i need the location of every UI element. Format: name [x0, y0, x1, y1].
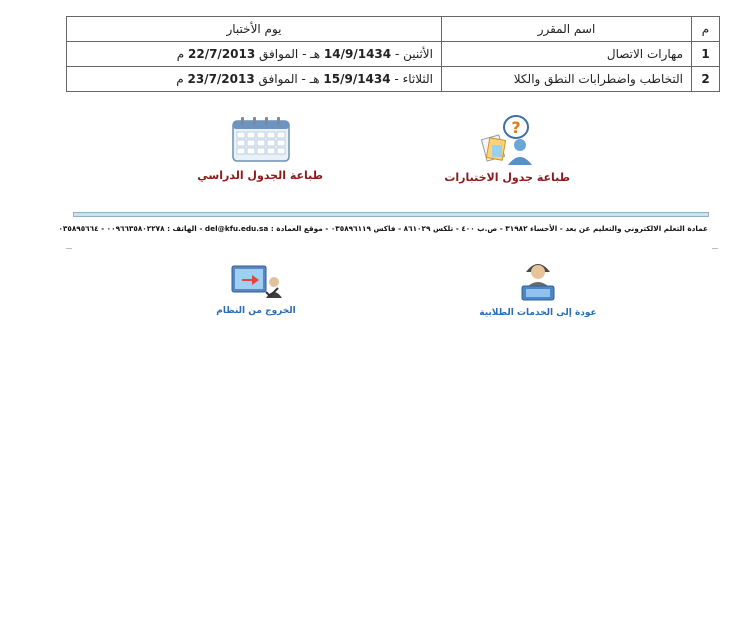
corner-mark	[712, 248, 718, 249]
row-date: الأثنين - 14/9/1434 هـ - الموافق 22/7/2013 م	[67, 42, 442, 67]
footer-divider	[73, 212, 709, 217]
back-to-services-button[interactable]	[478, 258, 598, 318]
row-hijri-date: 15/9/1434	[323, 72, 391, 86]
corner-mark	[66, 248, 72, 249]
row-day: الثلاثاء	[402, 72, 433, 86]
header-number: م	[692, 17, 720, 42]
row-hijri-date: 14/9/1434	[323, 47, 392, 61]
row-number: 1	[692, 42, 720, 67]
header-date: يوم الأختبار	[67, 17, 442, 42]
row-hijri-suffix: هـ	[310, 47, 321, 61]
header-course: اسم المقرر	[442, 17, 692, 42]
svg-text:?: ?	[510, 118, 521, 137]
footer-contact: عمادة التعلم الالكتروني والتعليم عن بعد - الأحساء ٣١٩٨٢ - ص.ب ٤٠٠ - تلكس ٨٦١٠٢٩ - فاكس ٠٣٥٨٩٦١١٩ - موقع العمادة : del@kfu.edu.sa - الهاتف : ٠٠٩٦٦٣٥٨٠٢٢٧٨ - ٠٣٥٨٩٥٦٦٤	[58, 224, 708, 233]
row-date: الثلاثاء - 15/9/1434 هـ - الموافق 23/7/2013 م	[67, 67, 442, 92]
row-separator: - الموافق	[259, 47, 307, 61]
row-gregorian-date: 22/7/2013	[188, 47, 256, 61]
row-number: 2	[692, 67, 720, 92]
print-study-schedule-button[interactable]	[198, 115, 323, 182]
table-row	[67, 42, 720, 67]
calendar-icon	[229, 115, 293, 165]
student-icon	[516, 258, 560, 304]
print-study-schedule-label: طباعة الجدول الدراسي	[197, 169, 323, 182]
print-exam-schedule-button[interactable]	[445, 115, 570, 184]
row-gregorian-date: 23/7/2013	[187, 72, 255, 86]
row-separator: - الموافق	[258, 72, 306, 86]
exit-system-icon	[226, 262, 286, 302]
row-hijri-suffix: هـ	[309, 72, 320, 86]
print-exam-schedule-label: طباعة جدول الاختبارات	[444, 171, 570, 184]
exam-question-icon	[476, 115, 540, 167]
row-greg-suffix: م	[176, 72, 184, 86]
back-to-services-label: عودة إلى الخدمات الطلابية	[479, 308, 597, 318]
row-greg-suffix: م	[176, 47, 185, 61]
logout-label: الخروج من النظام	[216, 306, 296, 316]
logout-button[interactable]	[196, 262, 316, 316]
table-header-row	[67, 17, 720, 42]
row-course: مهارات الاتصال	[442, 42, 692, 67]
exam-schedule-table	[66, 16, 720, 92]
table-row	[67, 67, 720, 92]
row-day: الأثنين	[403, 47, 433, 61]
row-course: التخاطب واضطرابات النطق والكلا	[442, 67, 692, 92]
